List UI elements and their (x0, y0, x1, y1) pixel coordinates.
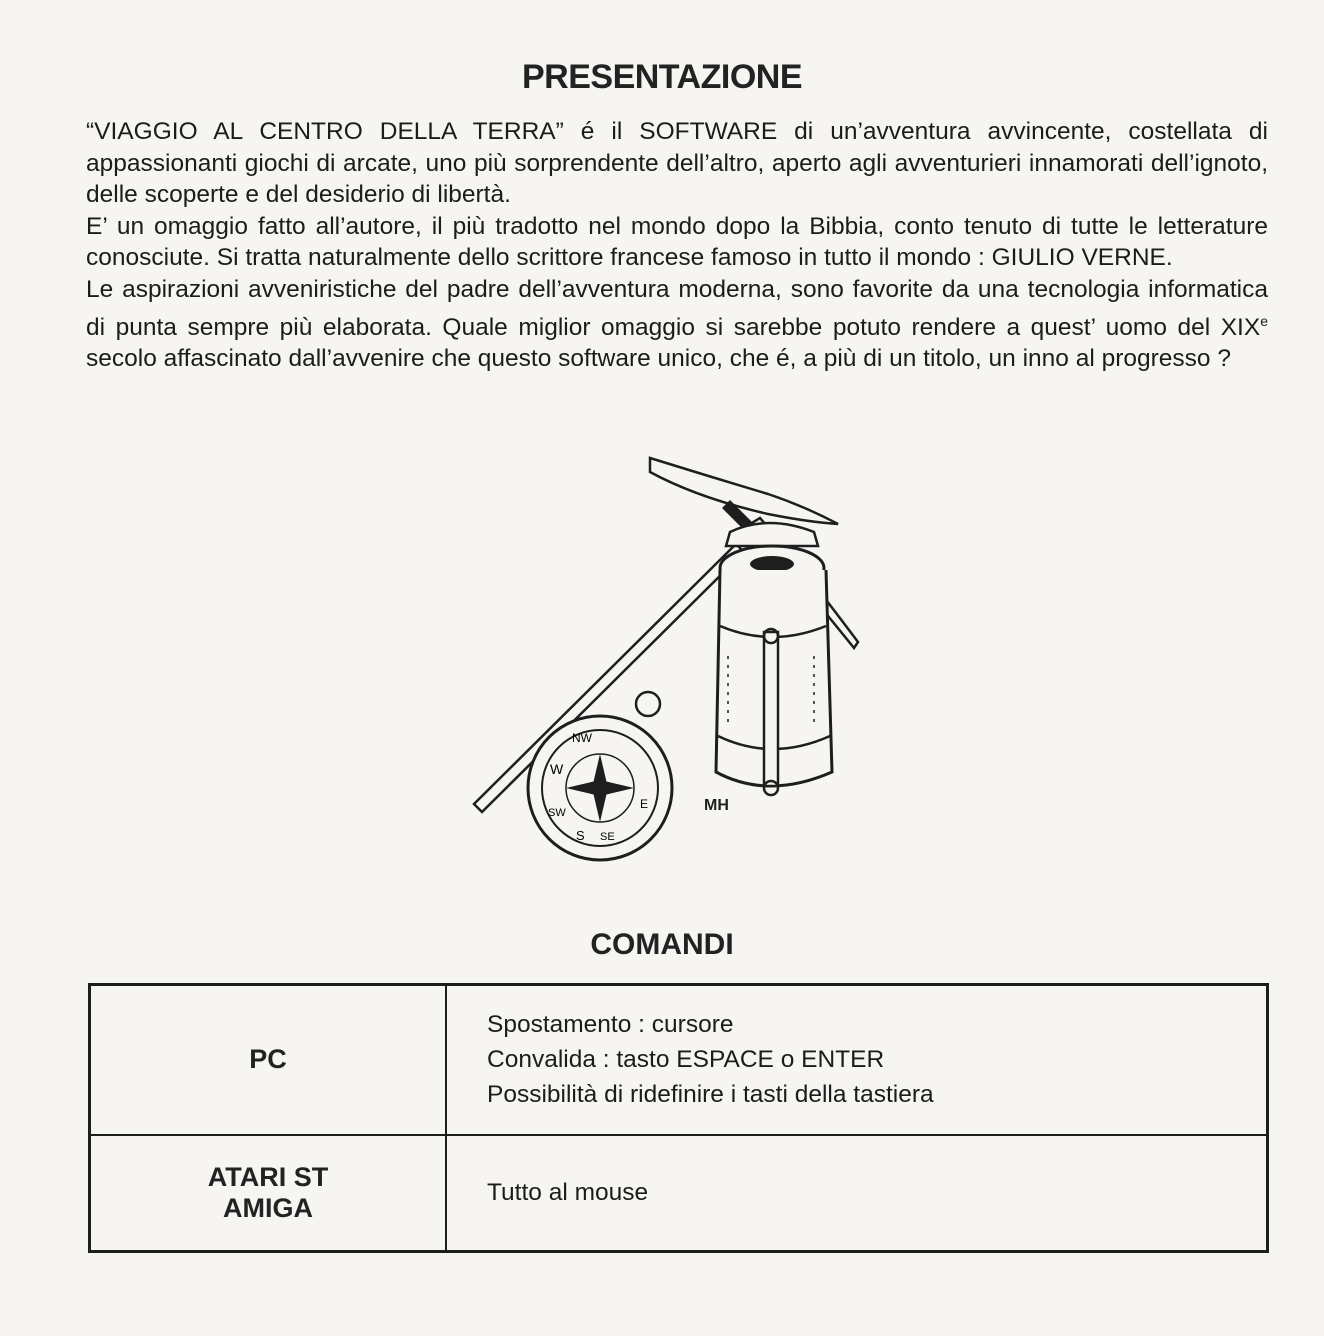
commands-title: COMANDI (590, 928, 734, 961)
lantern-icon (716, 523, 832, 795)
intro-paragraph-2: E’ un omaggio fatto all’autore, il più tradotto nel mondo dopo la Bibbia, conto tenuto di tutte le letterature conosciute. Si tratta naturalmente dello scrittore francese famoso in tutto il mondo : GIULIO VERNE. (86, 212, 1268, 272)
compass-label-s: S (576, 828, 585, 843)
table-row (90, 1135, 1268, 1252)
compass-label-se: SE (600, 831, 615, 843)
intro-text (86, 116, 1268, 375)
compass-label-sw: SW (548, 807, 566, 819)
artist-signature: MH (704, 797, 729, 814)
compass-label-w: W (550, 761, 564, 777)
description-cell: Tutto al mouse (446, 1135, 1268, 1252)
platform-cell: ATARI ST AMIGA (90, 1135, 447, 1252)
description-cell: Spostamento : cursore Convalida : tasto ESPACE o ENTER Possibilità di ridefinire i tasti della tastiera (446, 985, 1268, 1135)
platform-cell: PC (90, 985, 447, 1135)
table-row (90, 985, 1268, 1135)
compass-icon (528, 692, 672, 860)
page-title: PRESENTAZIONE (521, 58, 802, 96)
intro-paragraph-1: “VIAGGIO AL CENTRO DELLA TERRA” é il SOFTWARE di un’avventura avvincente, costellata di appassionanti giochi di arcate, uno più sorprendente dell’altro, aperto agli avventurieri innamorati dell’ignoto, delle scoperte e del desiderio di libertà. (86, 118, 1268, 209)
intro-paragraph-3: Le aspirazioni avveniristiche del padre dell’avventura moderna, sono favorite da una tecnologia informatica di punta sempre più elaborata. Quale miglior omaggio si sarebbe potuto rendere a quest’ uomo del XIXe secolo affascinato dall’avvenire che questo software unico, che é, a più di un titolo, un inno al progresso ? (86, 275, 1268, 373)
commands-table (88, 983, 1269, 1253)
pickaxe-lantern-compass-illustration (468, 436, 888, 876)
compass-label-e: E (640, 797, 649, 811)
game-title-quote: “VIAGGIO AL CENTRO DELLA TERRA” (86, 118, 564, 145)
compass-label-nw: NW (572, 731, 592, 745)
